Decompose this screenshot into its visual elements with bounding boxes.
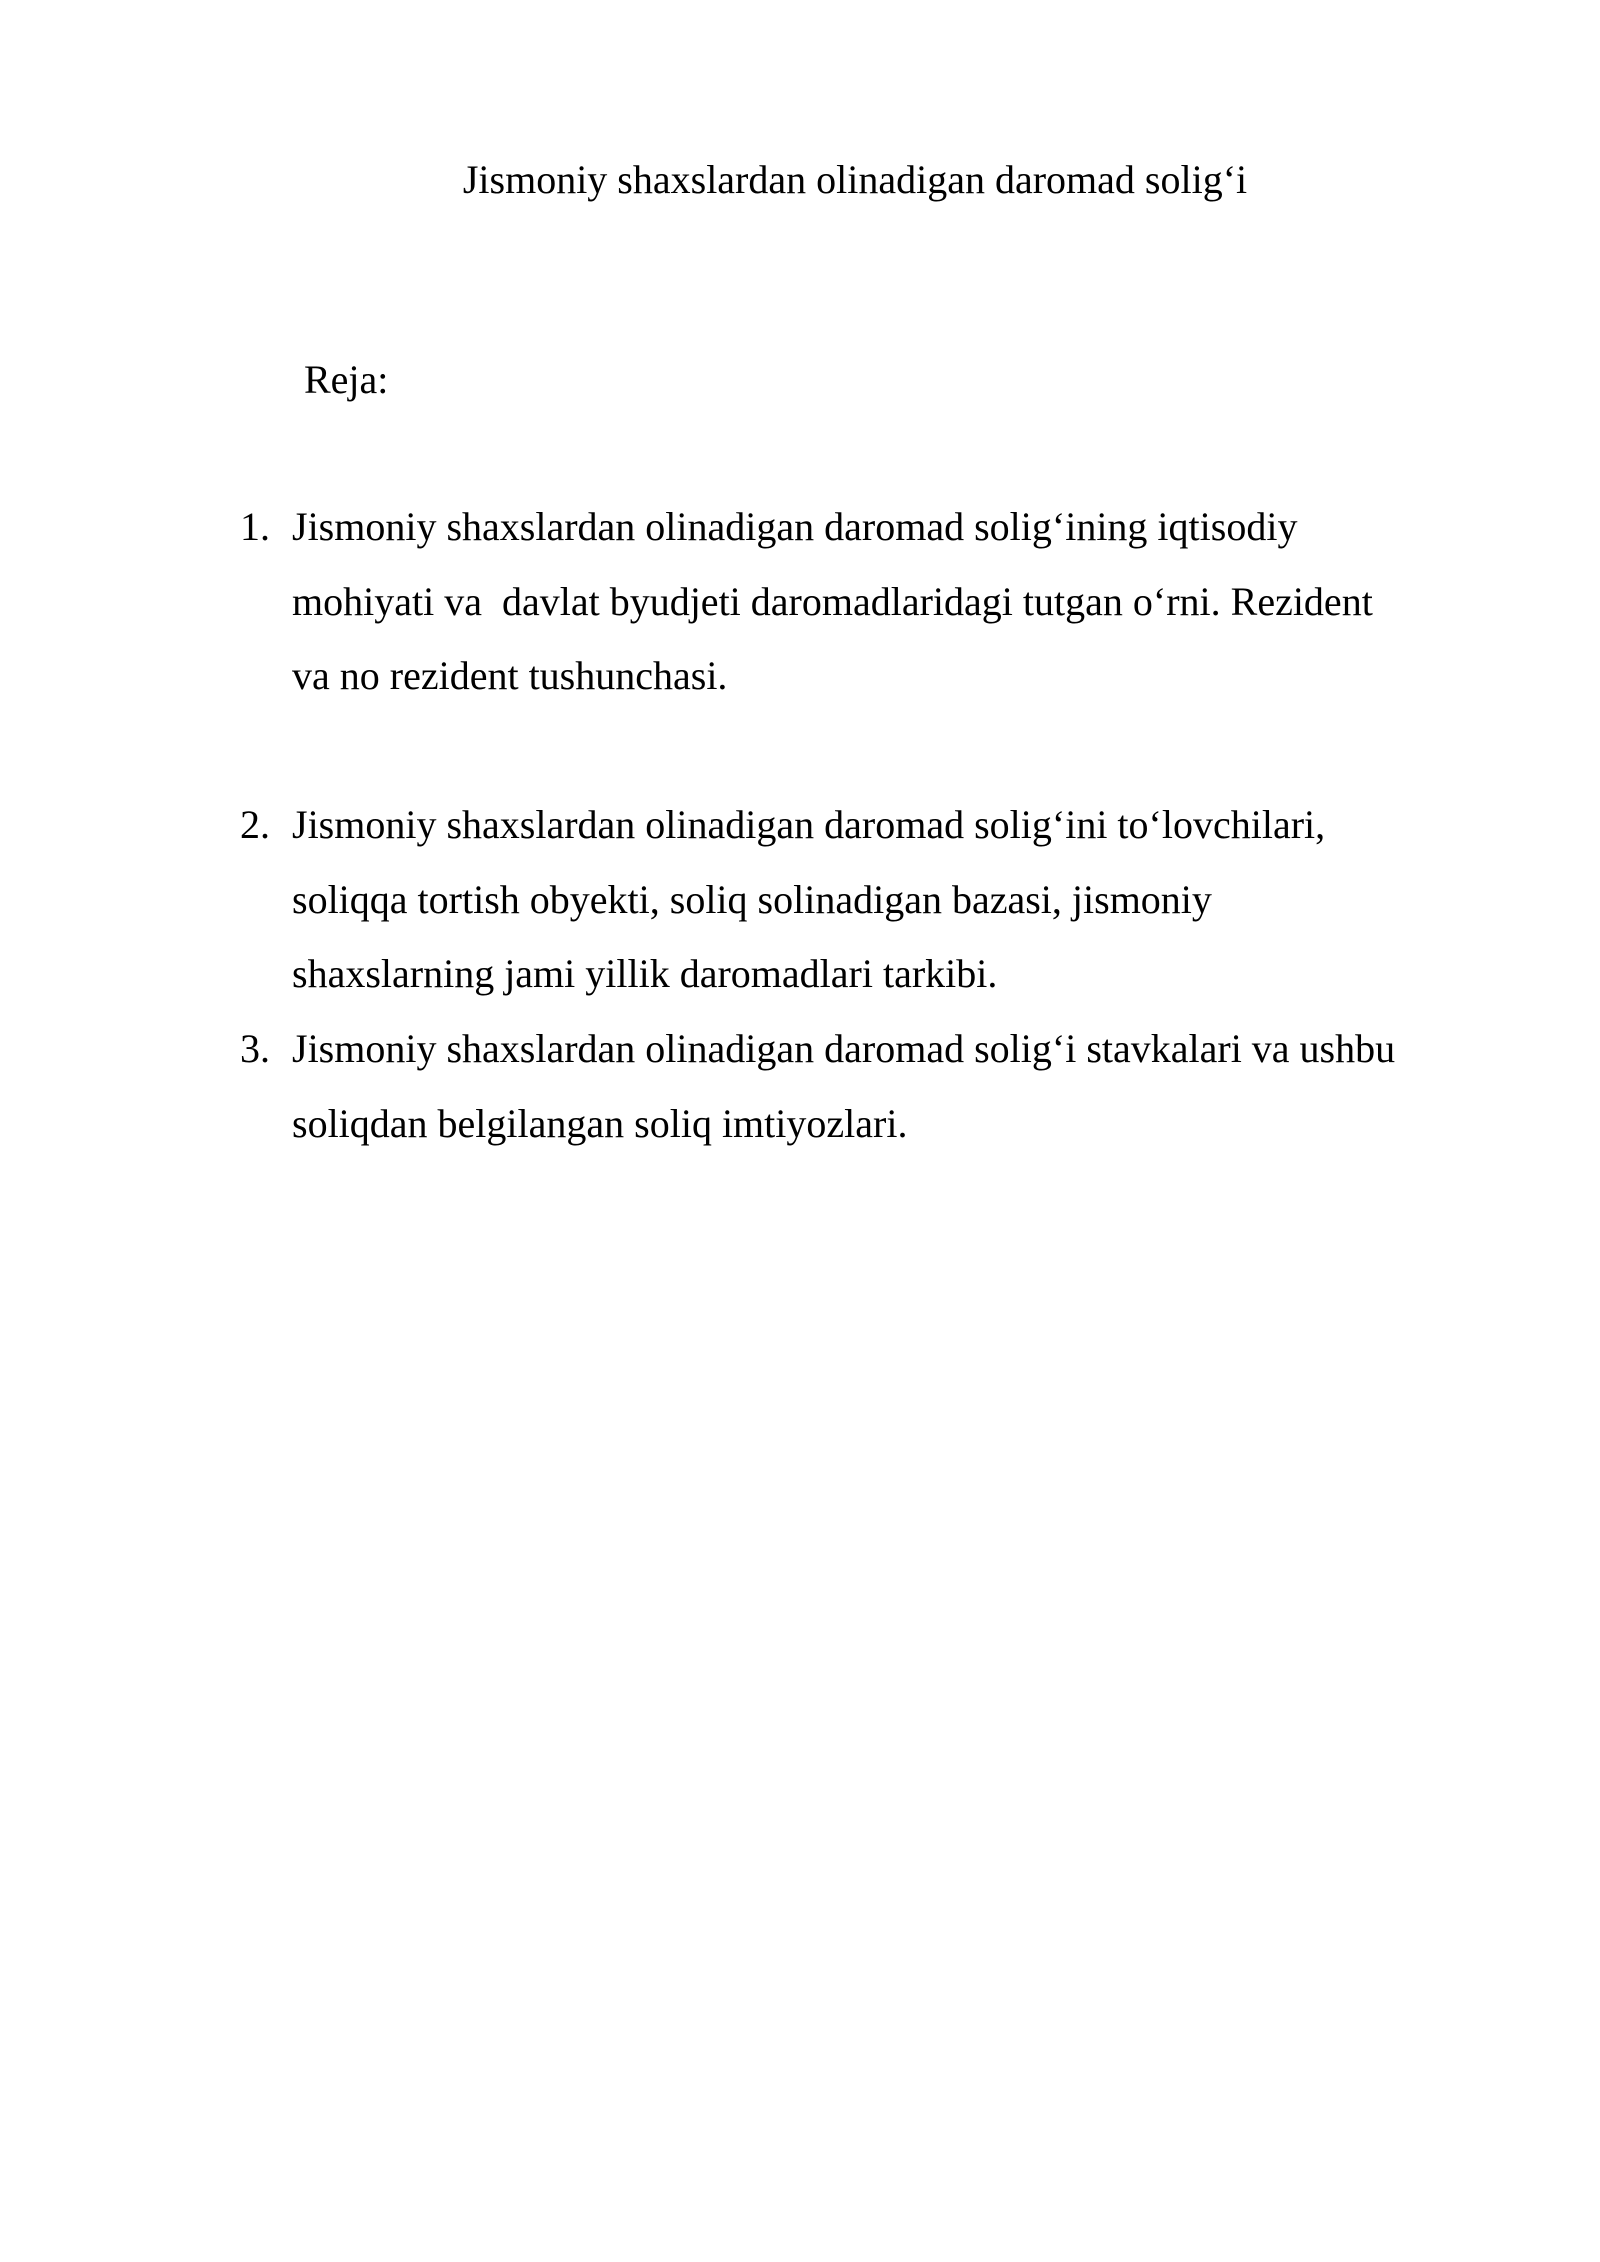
plan-heading: Reja: xyxy=(304,357,389,402)
plan-item-line: Jismoniy shaxslardan olinadigan daromad solig‘i stavkalari va ushbu xyxy=(292,1026,1396,1071)
plan-item-number: 3. xyxy=(240,1026,270,1071)
plan-item-1 xyxy=(240,490,1520,714)
plan-item-number: 1. xyxy=(240,504,270,549)
plan-item-line: Jismoniy shaxslardan olinadigan daromad solig‘ining iqtisodiy xyxy=(292,504,1298,549)
plan-item-text xyxy=(292,788,1520,1012)
plan-item-line: soliqdan belgilangan soliq imtiyozlari. xyxy=(292,1100,908,1146)
plan-item-line: Jismoniy shaxslardan olinadigan daromad solig‘ini to‘lovchilari, xyxy=(292,802,1326,847)
plan-item-text xyxy=(292,1012,1520,1161)
plan-item-line: mohiyati va davlat byudjeti daromadlaridagi tutgan o‘rni. Rezident xyxy=(292,578,1373,624)
plan-item-number: 2. xyxy=(240,802,270,847)
plan-item-3 xyxy=(240,1012,1520,1161)
document-title: Jismoniy shaxslardan olinadigan daromad solig‘i xyxy=(462,157,1248,202)
plan-item-line: shaxslarning jami yillik daromadlari tarkibi. xyxy=(292,951,998,996)
plan-item-line: va no rezident tushunchasi. xyxy=(292,653,728,698)
plan-item-2 xyxy=(240,788,1520,1012)
plan-item-text xyxy=(292,490,1520,714)
plan-item-line: soliqqa tortish obyekti, soliq solinadigan bazasi, jismoniy xyxy=(292,876,1212,922)
